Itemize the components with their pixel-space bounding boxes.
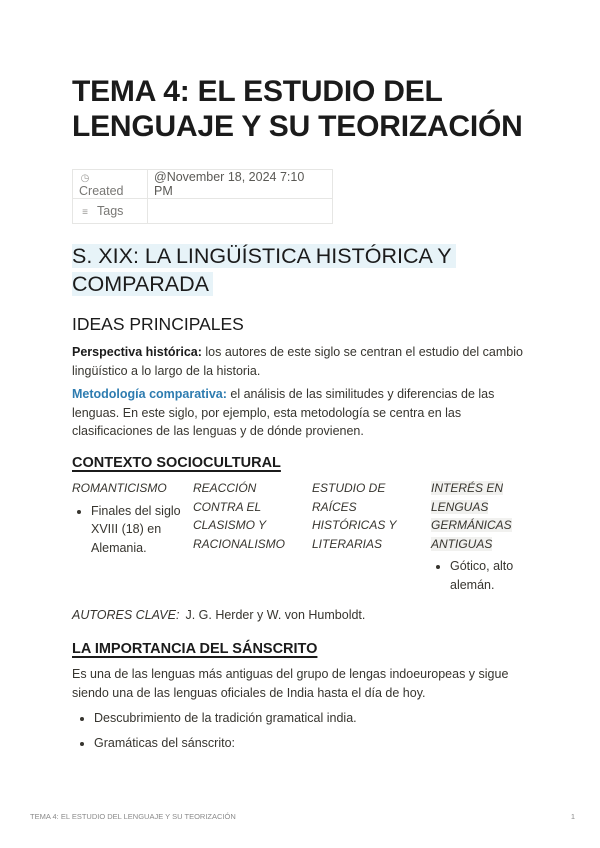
- page-title: TEMA 4: EL ESTUDIO DEL LENGUAJE Y SU TEORIZACIÓN: [72, 75, 523, 143]
- list-item: • Gótico, alto alemán.: [450, 557, 543, 594]
- list-item: • Descubrimiento de la tradición gramatical india.: [94, 709, 524, 728]
- property-value[interactable]: @November 18, 2024 7:10 PM: [148, 170, 333, 199]
- column-bullets: [431, 557, 543, 594]
- contexto-column-2: [193, 479, 305, 553]
- list-item: • Gramáticas del sánscrito:: [94, 734, 524, 753]
- property-key: Tags: [97, 204, 124, 218]
- clock-icon: ◷: [80, 173, 90, 184]
- authors-text: J. G. Herder y W. von Humboldt.: [185, 608, 366, 622]
- section-heading: S. XIX: LA LINGÜÍSTICA HISTÓRICA Y COMPARADA: [72, 242, 512, 298]
- footer-title: TEMA 4: EL ESTUDIO DEL LENGUAJE Y SU TEORIZACIÓN: [30, 812, 236, 821]
- ideas-paragraph-2: Metodología comparativa: el análisis de las similitudes y diferencias de las lenguas. En este siglo, por ejemplo, esta metodología se centra en las clasificaciones de las lenguas y de dónde provienen.: [72, 387, 495, 438]
- authors-line: [72, 608, 365, 622]
- ideas-heading: IDEAS PRINCIPALES: [72, 314, 244, 334]
- column-title: INTERÉS EN LENGUAS GERMÁNICAS ANTIGUAS: [431, 481, 512, 551]
- contexto-column-1: [72, 479, 184, 557]
- property-row-tags: [73, 199, 333, 224]
- property-row-created: [73, 170, 333, 199]
- authors-label: AUTORES CLAVE:: [72, 608, 180, 622]
- list-item: • Finales del siglo XVIII (18) en Alemania.: [91, 502, 184, 558]
- column-title: REACCIÓN CONTRA EL CLASISMO Y RACIONALISMO: [193, 481, 286, 551]
- sanscrito-heading: LA IMPORTANCIA DEL SÁNSCRITO: [72, 641, 318, 657]
- page-footer: [30, 812, 575, 821]
- ideas-label-1: Perspectiva histórica:: [72, 345, 202, 359]
- column-title: ESTUDIO DE RAÍCES HISTÓRICAS Y LITERARIAS: [312, 481, 397, 551]
- property-key: Created: [79, 184, 124, 198]
- page-number: 1: [570, 812, 575, 821]
- contexto-heading: CONTEXTO SOCIOCULTURAL: [72, 455, 281, 471]
- column-title: ROMANTICISMO: [72, 481, 167, 495]
- list-icon: ≡: [82, 207, 88, 218]
- property-value[interactable]: [148, 199, 333, 224]
- ideas-paragraph-1: Perspectiva histórica: los autores de este siglo se centran el estudio del cambio lingüístico a lo largo de la historia.: [72, 345, 523, 378]
- sanscrito-bullets: [72, 709, 524, 758]
- properties-table: [72, 169, 333, 224]
- contexto-column-3: [312, 479, 424, 553]
- ideas-label-2: Metodología comparativa:: [72, 387, 227, 401]
- column-bullets: [72, 502, 184, 558]
- contexto-column-4: [431, 479, 543, 594]
- sanscrito-paragraph: Es una de las lenguas más antiguas del grupo de lengas indoeuropeas y sigue siendo una de las lenguas oficiales de India hasta el día de hoy.: [72, 667, 509, 700]
